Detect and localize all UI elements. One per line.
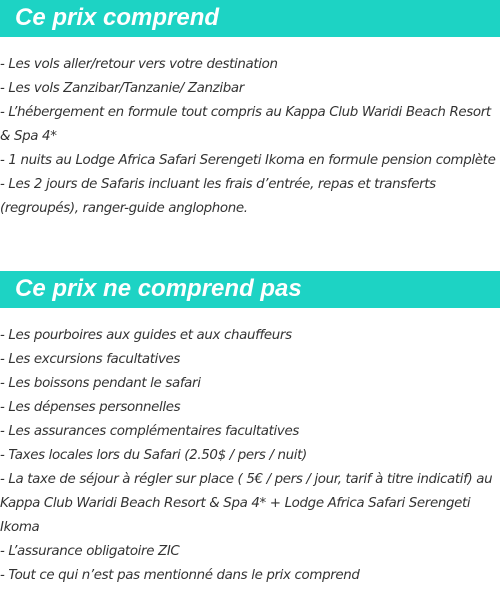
- list-item: - 1 nuits au Lodge Africa Safari Serengeti Ikoma en formule pension complète: [0, 153, 496, 168]
- list-item: - La taxe de séjour à régler sur place ( 5€ / pers / jour, tarif à titre indicatif) au Kappa Club Waridi Beach Resort & Spa 4* + Lodge Africa Safari Serengeti Ikoma: [0, 472, 493, 535]
- list-item: - L’hébergement en formule tout compris au Kappa Club Waridi Beach Resort & Spa 4*: [0, 105, 491, 144]
- list-item: - Les dépenses personnelles: [0, 400, 181, 415]
- excluded-heading: Ce prix ne comprend pas: [0, 271, 500, 308]
- included-list: [0, 53, 500, 221]
- list-item: - Les 2 jours de Safaris incluant les frais d’entrée, repas et transferts (regroupés), ranger-guide anglophone.: [0, 177, 436, 216]
- list-item: - Les assurances complémentaires facultatives: [0, 424, 299, 439]
- list-item: - Taxes locales lors du Safari (2.50$ / pers / nuit): [0, 448, 307, 463]
- list-item: - Tout ce qui n’est pas mentionné dans le prix comprend: [0, 568, 360, 583]
- included-heading: Ce prix comprend: [0, 0, 500, 37]
- list-item: - Les vols Zanzibar/Tanzanie/ Zanzibar: [0, 81, 244, 96]
- list-item: - Les vols aller/retour vers votre destination: [0, 57, 278, 72]
- list-item: - Les pourboires aux guides et aux chauffeurs: [0, 328, 292, 343]
- excluded-list: [0, 324, 500, 588]
- list-item: - Les excursions facultatives: [0, 352, 181, 367]
- list-item: - L’assurance obligatoire ZIC: [0, 544, 180, 559]
- list-item: - Les boissons pendant le safari: [0, 376, 201, 391]
